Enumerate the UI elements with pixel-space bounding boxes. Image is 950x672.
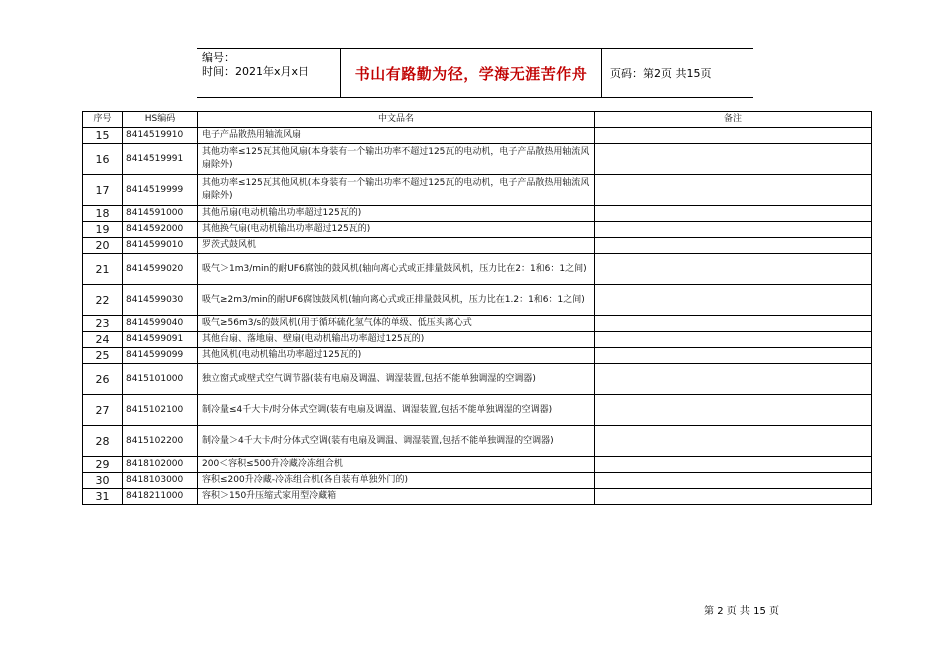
header-motto: 书山有路勤为径，学海无涯苦作舟 xyxy=(340,49,602,97)
row-hs-code: 8414519991 xyxy=(123,144,198,175)
row-name: 其他功率≤125瓦其他风扇(本身装有一个输出功率不超过125瓦的电动机，电子产品散热用轴流风扇除外) xyxy=(198,144,595,175)
row-name: 吸气≥2m3/min的耐UF6腐蚀鼓风机(轴向离心式或正排量鼓风机，压力比在1.2：1和6：1之间) xyxy=(198,285,595,316)
row-hs-code: 8415102100 xyxy=(123,395,198,426)
row-name: 制冷量＞4千大卡/时分体式空调(装有电扇及调温、调湿装置,包括不能单独调湿的空调器) xyxy=(198,426,595,457)
hs-code-table xyxy=(82,111,872,505)
table-row xyxy=(83,222,872,238)
header-meta xyxy=(197,49,340,97)
table-row xyxy=(83,364,872,395)
row-note xyxy=(595,206,872,222)
row-seq: 28 xyxy=(83,426,123,457)
column-header-hs: HS编码 xyxy=(123,112,198,128)
row-hs-code: 8414599091 xyxy=(123,332,198,348)
row-note xyxy=(595,395,872,426)
row-note xyxy=(595,473,872,489)
header-page-label: 页码：第2页 共15页 xyxy=(610,67,712,80)
table-row xyxy=(83,395,872,426)
row-name: 其他风机(电动机输出功率超过125瓦的) xyxy=(198,348,595,364)
row-seq: 23 xyxy=(83,316,123,332)
row-hs-code: 8414599030 xyxy=(123,285,198,316)
row-name: 其他台扇、落地扇、壁扇(电动机输出功率超过125瓦的) xyxy=(198,332,595,348)
table-row xyxy=(83,348,872,364)
table-row xyxy=(83,175,872,206)
table-row xyxy=(83,489,872,505)
number-label: 编号： xyxy=(202,51,235,64)
row-seq: 16 xyxy=(83,144,123,175)
column-header-note: 备注 xyxy=(595,112,872,128)
row-seq: 31 xyxy=(83,489,123,505)
page-footer: 第 2 页 共 15 页 xyxy=(704,606,779,617)
row-note xyxy=(595,364,872,395)
table-row xyxy=(83,426,872,457)
row-hs-code: 8418102000 xyxy=(123,457,198,473)
row-name: 制冷量≤4千大卡/时分体式空调(装有电扇及调温、调湿装置,包括不能单独调湿的空调器) xyxy=(198,395,595,426)
row-seq: 20 xyxy=(83,238,123,254)
row-name: 罗茨式鼓风机 xyxy=(198,238,595,254)
row-seq: 24 xyxy=(83,332,123,348)
row-seq: 21 xyxy=(83,254,123,285)
table-row xyxy=(83,128,872,144)
time-label: 时间：2021年x月x日 xyxy=(202,65,310,78)
row-hs-code: 8414599020 xyxy=(123,254,198,285)
row-hs-code: 8415101000 xyxy=(123,364,198,395)
row-seq: 22 xyxy=(83,285,123,316)
table-row xyxy=(83,457,872,473)
table-row xyxy=(83,206,872,222)
row-seq: 19 xyxy=(83,222,123,238)
row-note xyxy=(595,332,872,348)
row-seq: 30 xyxy=(83,473,123,489)
table-body xyxy=(83,128,872,505)
row-seq: 18 xyxy=(83,206,123,222)
row-name: 吸气＞1m3/min的耐UF6腐蚀的鼓风机(轴向离心式或正排量鼓风机，压力比在2：1和6：1之间) xyxy=(198,254,595,285)
row-seq: 25 xyxy=(83,348,123,364)
row-note xyxy=(595,426,872,457)
row-note xyxy=(595,285,872,316)
table-row xyxy=(83,316,872,332)
row-hs-code: 8414599010 xyxy=(123,238,198,254)
row-hs-code: 8414599099 xyxy=(123,348,198,364)
row-seq: 17 xyxy=(83,175,123,206)
row-seq: 27 xyxy=(83,395,123,426)
row-hs-code: 8414591000 xyxy=(123,206,198,222)
row-note xyxy=(595,238,872,254)
page-header xyxy=(197,48,753,98)
row-note xyxy=(595,222,872,238)
row-name: 其他功率≤125瓦其他风机(本身装有一个输出功率不超过125瓦的电动机，电子产品散热用轴流风扇除外) xyxy=(198,175,595,206)
row-name: 200＜容积≤500升冷藏冷冻组合机 xyxy=(198,457,595,473)
table-header-row xyxy=(83,112,872,128)
table-row xyxy=(83,144,872,175)
row-name: 容积≤200升冷藏-冷冻组合机(各自装有单独外门的) xyxy=(198,473,595,489)
row-note xyxy=(595,316,872,332)
row-note xyxy=(595,348,872,364)
column-header-seq: 序号 xyxy=(83,112,123,128)
column-header-name: 中文品名 xyxy=(198,112,595,128)
row-name: 容积＞150升压缩式家用型冷藏箱 xyxy=(198,489,595,505)
table-row xyxy=(83,332,872,348)
row-name: 其他换气扇(电动机输出功率超过125瓦的) xyxy=(198,222,595,238)
row-hs-code: 8414599040 xyxy=(123,316,198,332)
row-note xyxy=(595,457,872,473)
row-note xyxy=(595,128,872,144)
row-hs-code: 8414519999 xyxy=(123,175,198,206)
row-name: 其他吊扇(电动机输出功率超过125瓦的) xyxy=(198,206,595,222)
row-note xyxy=(595,254,872,285)
row-hs-code: 8418103000 xyxy=(123,473,198,489)
row-seq: 15 xyxy=(83,128,123,144)
row-note xyxy=(595,175,872,206)
table-row xyxy=(83,285,872,316)
row-hs-code: 8415102200 xyxy=(123,426,198,457)
row-note xyxy=(595,144,872,175)
table-row xyxy=(83,473,872,489)
row-hs-code: 8414592000 xyxy=(123,222,198,238)
row-seq: 26 xyxy=(83,364,123,395)
row-name: 吸气≥56m3/s的鼓风机(用于循环硫化氢气体的单级、低压头离心式 xyxy=(198,316,595,332)
row-name: 独立窗式或壁式空气调节器(装有电扇及调温、调湿装置,包括不能单独调湿的空调器) xyxy=(198,364,595,395)
row-name: 电子产品散热用轴流风扇 xyxy=(198,128,595,144)
table-row xyxy=(83,254,872,285)
row-seq: 29 xyxy=(83,457,123,473)
row-note xyxy=(595,489,872,505)
row-hs-code: 8418211000 xyxy=(123,489,198,505)
table-row xyxy=(83,238,872,254)
row-hs-code: 8414519910 xyxy=(123,128,198,144)
